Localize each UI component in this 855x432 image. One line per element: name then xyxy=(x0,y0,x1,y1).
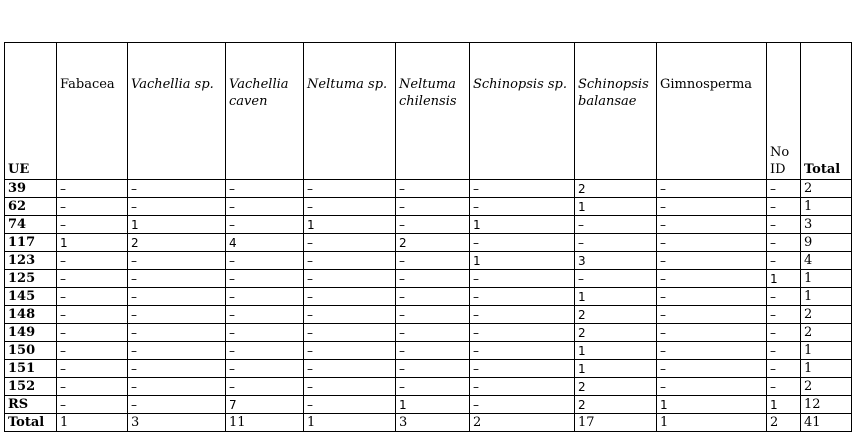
table-cell: – xyxy=(128,324,226,342)
table-cell: – xyxy=(57,180,128,198)
table-cell: – xyxy=(57,378,128,396)
table-cell: – xyxy=(396,288,470,306)
table-cell: 1 xyxy=(575,342,657,360)
table-cell: 4 xyxy=(801,252,852,270)
header-neltuma-chilensis: Neltuma chilensis xyxy=(396,43,470,180)
table-cell: 1 xyxy=(575,360,657,378)
table-row xyxy=(5,306,852,324)
species-table xyxy=(4,42,852,432)
table-cell: – xyxy=(226,180,304,198)
table-cell: – xyxy=(575,216,657,234)
table-cell: – xyxy=(57,342,128,360)
table-cell: – xyxy=(396,252,470,270)
table-cell: 12 xyxy=(801,396,852,414)
table-row xyxy=(5,252,852,270)
table-cell: – xyxy=(128,198,226,216)
table-cell: – xyxy=(128,180,226,198)
table-cell: – xyxy=(767,252,801,270)
table-cell: – xyxy=(767,288,801,306)
table-cell: 1 xyxy=(801,360,852,378)
table-cell: – xyxy=(304,270,396,288)
table-cell: 3 xyxy=(396,414,470,432)
table-cell: 1 xyxy=(801,198,852,216)
table-cell: – xyxy=(57,216,128,234)
table-cell: – xyxy=(470,288,575,306)
row-label-cell: 74 xyxy=(5,216,57,234)
table-cell: 1 xyxy=(304,414,396,432)
table-cell: – xyxy=(304,378,396,396)
table-cell: – xyxy=(470,396,575,414)
table-cell: – xyxy=(657,378,767,396)
table-cell: – xyxy=(396,342,470,360)
table-cell: – xyxy=(396,378,470,396)
row-label-cell: RS xyxy=(5,396,57,414)
table-cell: – xyxy=(767,216,801,234)
table-cell: 2 xyxy=(128,234,226,252)
table-cell: – xyxy=(304,288,396,306)
table-cell: 7 xyxy=(226,396,304,414)
table-row xyxy=(5,342,852,360)
table-cell: – xyxy=(396,306,470,324)
table-cell: 1 xyxy=(396,396,470,414)
table-row xyxy=(5,234,852,252)
table-cell: – xyxy=(470,306,575,324)
table-cell: – xyxy=(304,252,396,270)
table-cell: 1 xyxy=(767,396,801,414)
table-cell: 2 xyxy=(575,378,657,396)
table-cell: – xyxy=(396,324,470,342)
table-cell: – xyxy=(226,324,304,342)
row-label-cell: 123 xyxy=(5,252,57,270)
table-cell: 1 xyxy=(657,414,767,432)
table-row xyxy=(5,288,852,306)
table-cell: – xyxy=(57,198,128,216)
table-cell: 1 xyxy=(801,342,852,360)
table-cell: – xyxy=(226,198,304,216)
table-cell: – xyxy=(396,180,470,198)
table-cell: 1 xyxy=(575,198,657,216)
table-cell: – xyxy=(657,360,767,378)
table-cell: – xyxy=(657,270,767,288)
table-cell: – xyxy=(470,360,575,378)
table-cell: 1 xyxy=(57,414,128,432)
row-label-cell: 62 xyxy=(5,198,57,216)
table-cell: – xyxy=(657,306,767,324)
table-cell: 1 xyxy=(304,216,396,234)
table-cell: – xyxy=(304,396,396,414)
table-cell: – xyxy=(304,198,396,216)
table-cell: – xyxy=(396,360,470,378)
table-cell: 1 xyxy=(470,216,575,234)
table-cell: – xyxy=(657,216,767,234)
table-cell: – xyxy=(767,180,801,198)
table-cell: – xyxy=(575,234,657,252)
table-cell: 4 xyxy=(226,234,304,252)
header-row xyxy=(5,43,852,180)
table-cell: – xyxy=(470,378,575,396)
header-total: Total xyxy=(801,43,852,180)
table-cell: 1 xyxy=(767,270,801,288)
table-cell: 1 xyxy=(470,252,575,270)
table-cell: 2 xyxy=(767,414,801,432)
table-cell: – xyxy=(657,342,767,360)
table-row xyxy=(5,414,852,432)
table-row xyxy=(5,198,852,216)
table-cell: – xyxy=(767,378,801,396)
table-cell: 1 xyxy=(57,234,128,252)
table-cell: – xyxy=(657,180,767,198)
table-cell: – xyxy=(226,378,304,396)
table-cell: 1 xyxy=(801,288,852,306)
table-cell: – xyxy=(657,252,767,270)
table-cell: 3 xyxy=(801,216,852,234)
table-cell: – xyxy=(657,234,767,252)
table-cell: – xyxy=(396,216,470,234)
table-cell: 1 xyxy=(657,396,767,414)
row-label-cell: 150 xyxy=(5,342,57,360)
row-label-cell: 125 xyxy=(5,270,57,288)
header-gimnosperma: Gimnosperma xyxy=(657,43,767,180)
table-cell: – xyxy=(304,306,396,324)
table-cell: 2 xyxy=(801,324,852,342)
table-cell: 1 xyxy=(128,216,226,234)
table-cell: – xyxy=(304,342,396,360)
table-cell: – xyxy=(57,306,128,324)
header-vachellia-sp: Vachellia sp. xyxy=(128,43,226,180)
table-cell: – xyxy=(57,396,128,414)
table-cell: – xyxy=(57,288,128,306)
table-cell: – xyxy=(128,306,226,324)
table-row xyxy=(5,324,852,342)
table-cell: 2 xyxy=(470,414,575,432)
table-body xyxy=(5,43,852,432)
table-cell: 3 xyxy=(128,414,226,432)
table-cell: – xyxy=(767,198,801,216)
table-cell: 1 xyxy=(575,288,657,306)
table-cell: – xyxy=(396,270,470,288)
table-cell: – xyxy=(128,360,226,378)
table-cell: – xyxy=(767,360,801,378)
table-cell: – xyxy=(470,270,575,288)
table-cell: – xyxy=(767,324,801,342)
table-cell: – xyxy=(57,324,128,342)
table-cell: 11 xyxy=(226,414,304,432)
table-cell: – xyxy=(470,180,575,198)
table-cell: 2 xyxy=(801,378,852,396)
table-row xyxy=(5,360,852,378)
table-cell: – xyxy=(767,342,801,360)
table-cell: 2 xyxy=(575,324,657,342)
table-cell: – xyxy=(226,342,304,360)
table-cell: – xyxy=(226,360,304,378)
table-cell: – xyxy=(304,360,396,378)
header-fabacea: Fabacea xyxy=(57,43,128,180)
table-cell: – xyxy=(304,234,396,252)
table-cell: – xyxy=(470,324,575,342)
table-cell: – xyxy=(226,288,304,306)
table-cell: – xyxy=(226,216,304,234)
table-cell: 2 xyxy=(396,234,470,252)
row-label-cell: 39 xyxy=(5,180,57,198)
header-schinopsis-balansae: Schinopsis balansae xyxy=(575,43,657,180)
table-cell: – xyxy=(226,306,304,324)
table-cell: 2 xyxy=(575,396,657,414)
table-cell: 2 xyxy=(801,306,852,324)
table-cell: 17 xyxy=(575,414,657,432)
table-cell: – xyxy=(470,234,575,252)
row-label-cell: 148 xyxy=(5,306,57,324)
table-cell: 2 xyxy=(575,180,657,198)
table-cell: – xyxy=(767,306,801,324)
table-cell: 1 xyxy=(801,270,852,288)
row-label-cell: 151 xyxy=(5,360,57,378)
table-cell: 9 xyxy=(801,234,852,252)
table-cell: – xyxy=(304,324,396,342)
table-cell: – xyxy=(128,288,226,306)
header-neltuma-sp: Neltuma sp. xyxy=(304,43,396,180)
table-cell: – xyxy=(128,270,226,288)
table-row xyxy=(5,180,852,198)
table-cell: – xyxy=(657,324,767,342)
table-cell: – xyxy=(470,342,575,360)
table-cell: 3 xyxy=(575,252,657,270)
table-cell: – xyxy=(57,360,128,378)
table-cell: 2 xyxy=(801,180,852,198)
table-cell: – xyxy=(57,252,128,270)
table-row xyxy=(5,378,852,396)
row-label-cell: 145 xyxy=(5,288,57,306)
table-cell: – xyxy=(128,252,226,270)
table-cell: – xyxy=(57,270,128,288)
header-vachellia-caven: Vachellia caven xyxy=(226,43,304,180)
row-label-cell: 149 xyxy=(5,324,57,342)
table-cell: 2 xyxy=(575,306,657,324)
table-cell: – xyxy=(657,288,767,306)
row-label-cell: 152 xyxy=(5,378,57,396)
table-cell: – xyxy=(128,378,226,396)
table-cell: – xyxy=(575,270,657,288)
header-ue: UE xyxy=(5,43,57,180)
table-cell: – xyxy=(767,234,801,252)
table-row xyxy=(5,216,852,234)
table-cell: – xyxy=(304,180,396,198)
table-cell: – xyxy=(470,198,575,216)
table-row xyxy=(5,270,852,288)
row-label-cell: 117 xyxy=(5,234,57,252)
table-row xyxy=(5,396,852,414)
table-cell: – xyxy=(128,396,226,414)
table-cell: – xyxy=(226,270,304,288)
table-cell: – xyxy=(657,198,767,216)
table-cell: 41 xyxy=(801,414,852,432)
table-cell: – xyxy=(226,252,304,270)
header-no-id: No ID xyxy=(767,43,801,180)
table-cell: – xyxy=(128,342,226,360)
row-label-cell: Total xyxy=(5,414,57,432)
table-cell: – xyxy=(396,198,470,216)
header-schinopsis-sp: Schinopsis sp. xyxy=(470,43,575,180)
